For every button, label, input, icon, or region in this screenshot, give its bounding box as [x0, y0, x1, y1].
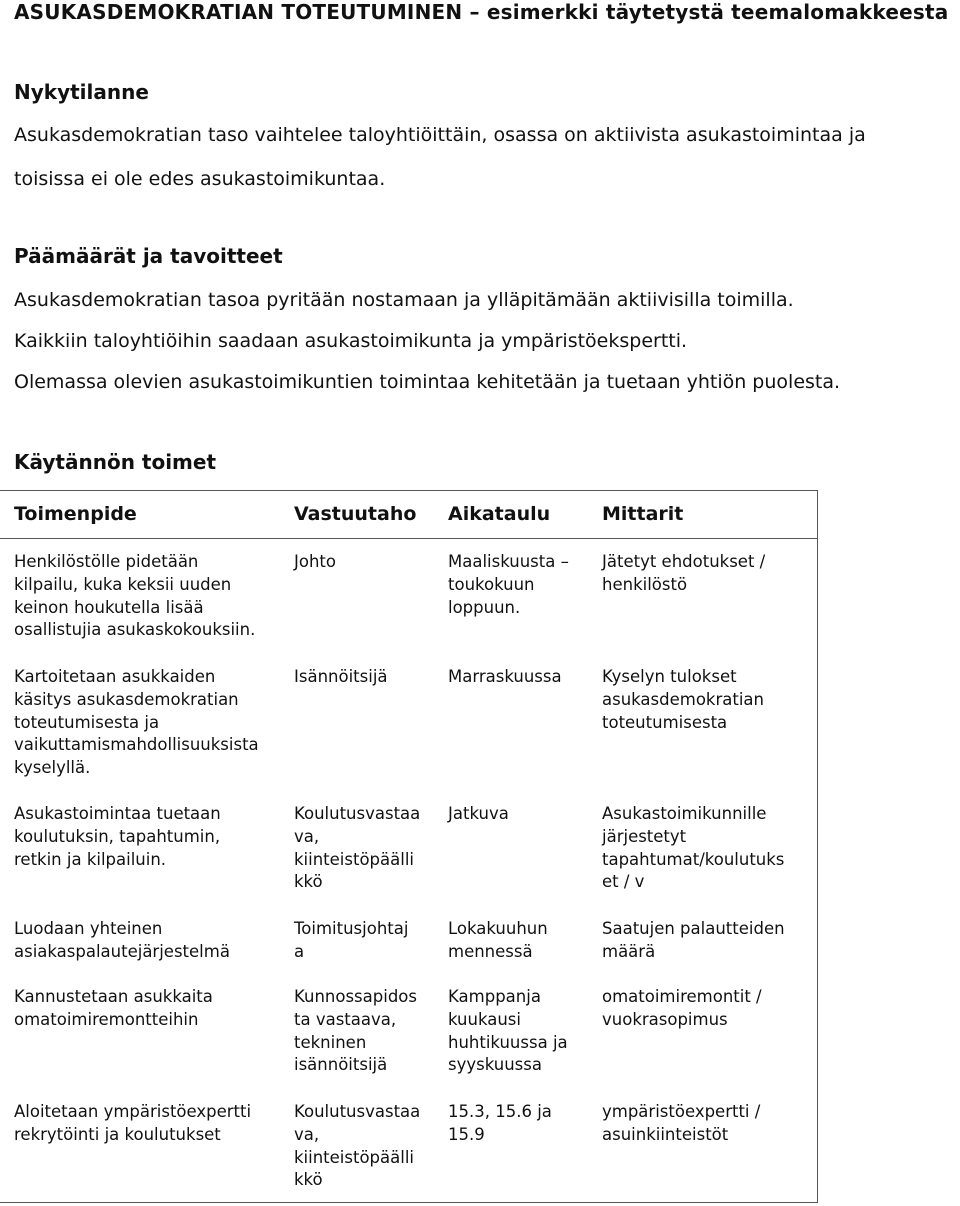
section-heading-kaytannon-toimet: Käytännön toimet — [14, 450, 217, 474]
section-text-paamaarat — [14, 280, 840, 403]
table-cell-vastuutaho: Isännöitsijä — [294, 667, 388, 686]
table-header-divider — [0, 538, 818, 539]
paragraph-line: Olemassa olevien asukastoimikuntien toimintaa kehitetään ja tuetaan yhtiön puolesta. — [14, 371, 841, 393]
table-header-vastuutaho: Vastuutaho — [294, 503, 417, 525]
table-cell-mittarit: Asukastoimikunnille järjestetyt tapahtumat/koulutuks et / v — [602, 804, 785, 892]
table-cell-toimenpide: Henkilöstölle pidetään kilpailu, kuka keksii uuden keinon houkutella lisää osallistujia asukaskokouksiin. — [14, 552, 256, 640]
table-cell-mittarit: Saatujen palautteiden määrä — [602, 919, 785, 961]
paragraph-line: toisissa ei ole edes asukastoimikuntaa. — [14, 168, 386, 190]
table-cell-toimenpide: Aloitetaan ympäristöexpertti rekrytöinti ja koulutukset — [14, 1102, 252, 1144]
table-cell-toimenpide: Luodaan yhteinen asiakaspalautejärjestelmä — [14, 919, 230, 961]
table-cell-mittarit: ympäristöexpertti / asuinkiinteistöt — [602, 1102, 761, 1144]
table-cell-vastuutaho: Koulutusvastaa va, kiinteistöpäälli kkö — [294, 804, 421, 892]
section-heading-paamaarat: Päämäärät ja tavoitteet — [14, 244, 283, 268]
table-cell-toimenpide: Kannustetaan asukkaita omatoimiremontteihin — [14, 987, 213, 1029]
paragraph-line: Asukasdemokratian taso vaihtelee taloyhtiöittäin, osassa on aktiivista asukastoimintaa ja — [14, 124, 866, 146]
section-heading-nykytilanne: Nykytilanne — [14, 80, 149, 104]
table-cell-vastuutaho: Toimitusjohtaj a — [294, 919, 409, 961]
table-cell-vastuutaho: Kunnossapidos ta vastaava, tekninen isännöitsijä — [294, 987, 417, 1075]
table-cell-mittarit: omatoimiremontit / vuokrasopimus — [602, 987, 762, 1029]
table-cell-vastuutaho: Koulutusvastaa va, kiinteistöpäälli kkö — [294, 1102, 421, 1190]
paragraph-line: Kaikkiin taloyhtiöihin saadaan asukastoimikunta ja ympäristöekspertti. — [14, 330, 688, 352]
paragraph-line: Asukasdemokratian tasoa pyritään nostamaan ja ylläpitämään aktiivisilla toimilla. — [14, 289, 794, 311]
table-header-aikataulu: Aikataulu — [448, 503, 551, 525]
section-text-nykytilanne — [14, 113, 866, 201]
table-cell-toimenpide: Kartoitetaan asukkaiden käsitys asukasdemokratian toteutumisesta ja vaikuttamismahdollisuuksista kyselyllä. — [14, 667, 259, 778]
table-cell-aikataulu: Maaliskuusta – toukokuun loppuun. — [448, 552, 569, 617]
document-title: ASUKASDEMOKRATIAN TOTEUTUMINEN – esimerkki täytetystä teemalomakkeesta — [14, 0, 949, 24]
table-cell-aikataulu: 15.3, 15.6 ja 15.9 — [448, 1102, 552, 1144]
table-cell-toimenpide: Asukastoimintaa tuetaan koulutuksin, tapahtumin, retkin ja kilpailuin. — [14, 804, 221, 869]
table-cell-aikataulu: Kamppanja kuukausi huhtikuussa ja syyskuussa — [448, 987, 568, 1075]
table-header-toimenpide: Toimenpide — [14, 503, 137, 525]
table-cell-aikataulu: Lokakuuhun mennessä — [448, 919, 548, 961]
table-cell-mittarit: Jätetyt ehdotukset / henkilöstö — [602, 552, 766, 594]
table-cell-aikataulu: Marraskuussa — [448, 667, 562, 686]
table-cell-aikataulu: Jatkuva — [448, 804, 509, 823]
table-cell-mittarit: Kyselyn tulokset asukasdemokratian toteutumisesta — [602, 667, 765, 732]
table-header-mittarit: Mittarit — [602, 503, 684, 525]
table-cell-vastuutaho: Johto — [294, 552, 336, 571]
